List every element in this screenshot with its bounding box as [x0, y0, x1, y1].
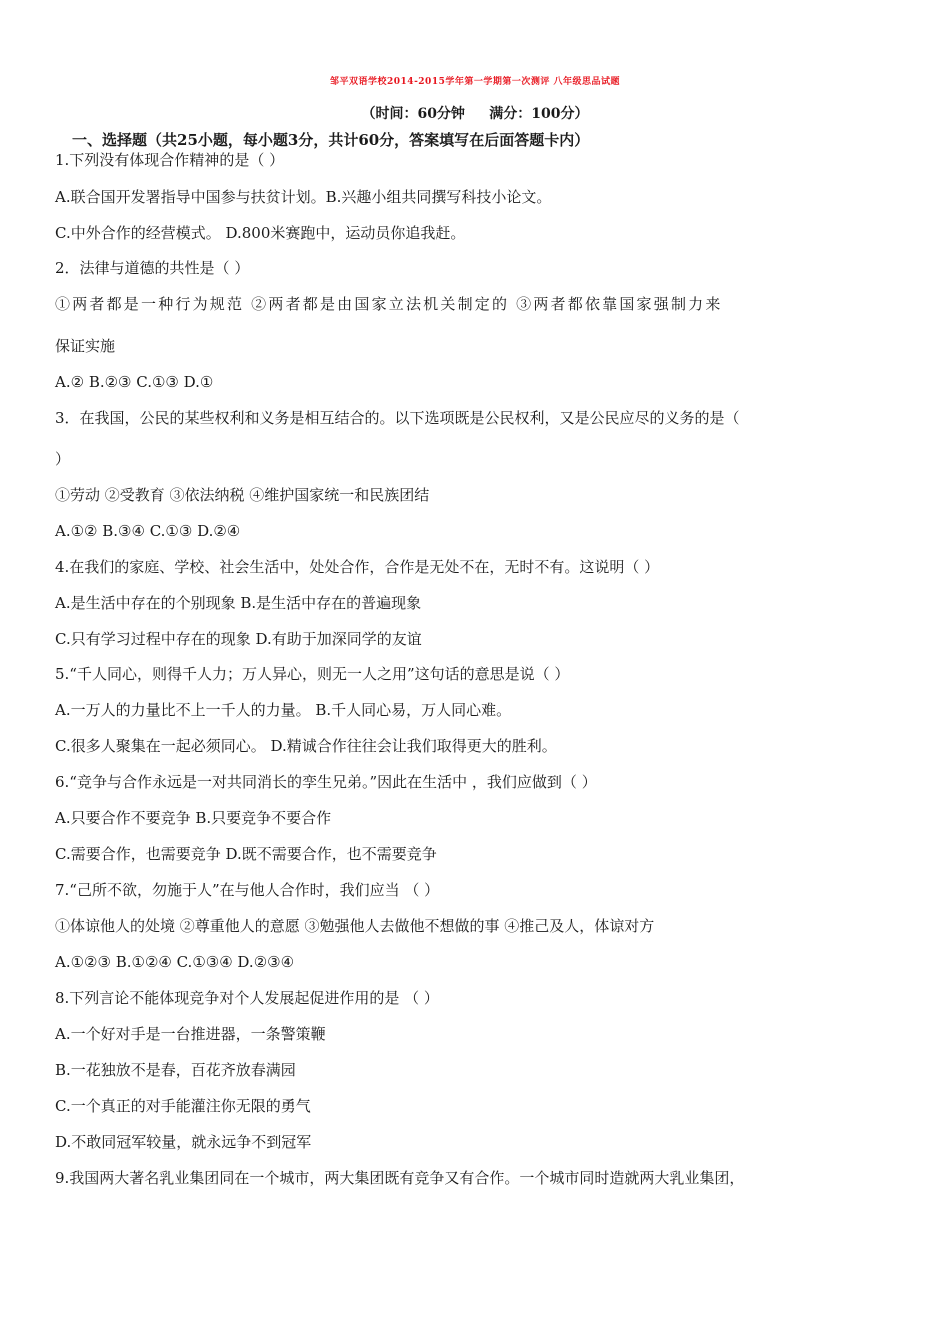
question-8-option-c: C.一个真正的对手能灌注你无限的勇气: [55, 1097, 311, 1115]
question-3-stem-cont: ）: [55, 450, 71, 468]
question-5-options-cd: C.很多人聚集在一起必须同心。 D.精诚合作往往会让我们取得更大的胜利。: [55, 737, 557, 755]
question-5-options-ab: A.一万人的力量比不上一千人的力量。 B.千人同心易，万人同心难。: [55, 701, 512, 719]
question-6-options-ab: A.只要合作不要竞争 B.只要竞争不要合作: [55, 809, 332, 827]
question-9-stem: 9.我国两大著名乳业集团同在一个城市，两大集团既有竞争又有合作。一个城市同时造就两大乳业集团，: [55, 1169, 745, 1187]
question-8-option-d: D.不敢同冠军较量，就永远争不到冠军: [55, 1133, 312, 1151]
exam-subtitle: （时间：60分钟 满分：100分）: [361, 106, 589, 122]
question-6-stem: 6.“竞争与合作永远是一对共同消长的孪生兄弟。”因此在生活中 ，我们应做到（ ）: [55, 773, 597, 791]
section-heading: 一、选择题（共25小题，每小题3分，共计60分，答案填写在后面答题卡内）: [72, 131, 590, 149]
question-2-options: A.② B.②③ C.①③ D.①: [55, 373, 214, 391]
question-3-statements: ①劳动 ②受教育 ③依法纳税 ④维护国家统一和民族团结: [55, 486, 430, 504]
question-4-stem: 4.在我们的家庭、学校、社会生活中，处处合作，合作是无处不在，无时不有。这说明（ ）: [55, 558, 660, 576]
question-4-options-ab: A.是生活中存在的个别现象 B.是生活中存在的普遍现象: [55, 594, 422, 612]
question-1-options-ab: A.联合国开发署指导中国参与扶贫计划。B.兴趣小组共同撰写科技小论文。: [55, 188, 552, 206]
exam-title: 邹平双语学校2014-2015学年第一学期第一次测评 八年级思品试题: [330, 77, 620, 87]
question-2-statements: ①两者都是一种行为规范 ②两者都是由国家立法机关制定的 ③两者都依靠国家强制力来: [55, 295, 723, 313]
question-7-statements: ①体谅他人的处境 ②尊重他人的意愿 ③勉强他人去做他不想做的事 ④推己及人，体谅对方: [55, 917, 655, 935]
question-5-stem: 5.“千人同心，则得千人力；万人异心，则无一人之用”这句话的意思是说（ ）: [55, 665, 570, 683]
question-1-stem: 1.下列没有体现合作精神的是（ ）: [55, 151, 285, 169]
question-2-stem: 2．法律与道德的共性是（ ）: [55, 259, 250, 277]
question-8-stem: 8.下列言论不能体现竞争对个人发展起促进作用的是 （ ）: [55, 989, 439, 1007]
question-7-options: A.①②③ B.①②④ C.①③④ D.②③④: [55, 953, 295, 971]
question-8-option-b: B.一花独放不是春，百花齐放春满园: [55, 1061, 296, 1079]
question-4-options-cd: C.只有学习过程中存在的现象 D.有助于加深同学的友谊: [55, 630, 422, 648]
question-1-options-cd: C.中外合作的经营模式。 D.800米赛跑中，运动员你追我赶。: [55, 224, 466, 242]
question-6-options-cd: C.需要合作，也需要竞争 D.既不需要合作，也不需要竞争: [55, 845, 437, 863]
question-3-stem: 3．在我国，公民的某些权利和义务是相互结合的。以下选项既是公民权利，又是公民应尽的义务的是（: [55, 409, 740, 427]
question-3-options: A.①② B.③④ C.①③ D.②④: [55, 522, 241, 540]
question-2-statements-cont: 保证实施: [55, 337, 116, 355]
question-8-option-a: A.一个好对手是一台推进器，一条警策鞭: [55, 1025, 326, 1043]
question-7-stem: 7.“己所不欲，勿施于人”在与他人合作时，我们应当 （ ）: [55, 881, 440, 899]
